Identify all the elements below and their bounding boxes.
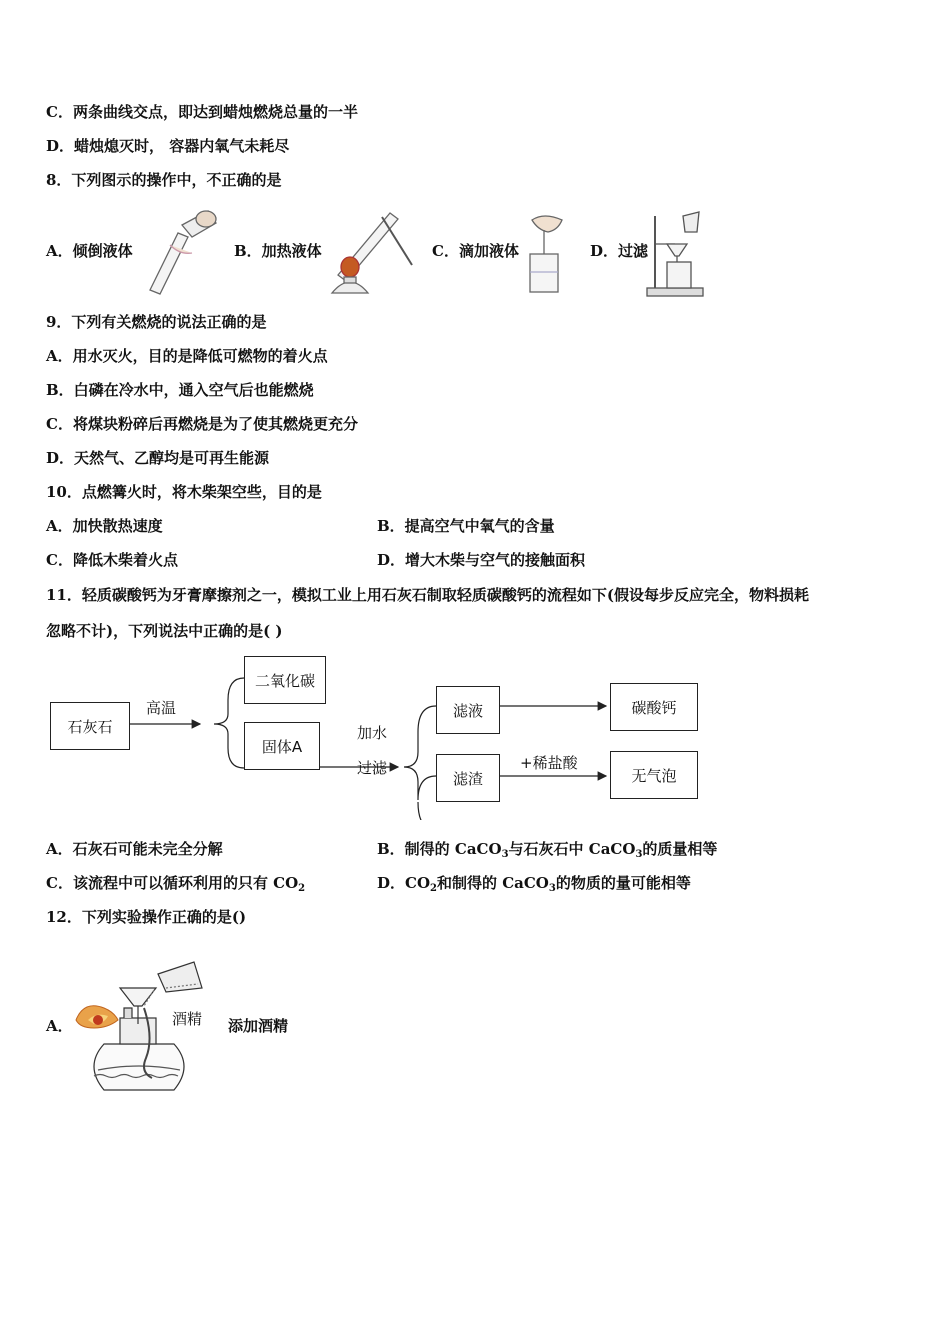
q9-stem: 9．下列有关燃烧的说法正确的是 (46, 313, 267, 331)
q10-option-b: B．提高空气中氧气的含量 (377, 517, 555, 535)
flow-label-high-temp: 高温 (146, 699, 177, 717)
q8-option-c: C．滴加液体 (432, 242, 519, 260)
q9-option-c: C．将煤块粉碎后再燃烧是为了使其燃烧更充分 (46, 415, 358, 433)
flow-box-co2: 二氧化碳 (244, 656, 326, 704)
q9-option-a: A．用水灭火，目的是降低可燃物的着火点 (46, 347, 328, 365)
flame-icon (76, 1006, 118, 1028)
flow-box-limestone: 石灰石 (50, 702, 130, 750)
q10-option-d: D．增大木柴与空气的接触面积 (377, 551, 586, 569)
q12-option-a-label: A． (46, 1017, 73, 1035)
q9-option-d: D．天然气、乙醇均是可再生能源 (46, 449, 270, 467)
q8-stem: 8．下列图示的操作中，不正确的是 (46, 171, 282, 189)
q9-option-b: B．白磷在冷水中，通入空气后也能燃烧 (46, 381, 314, 399)
q11-stem-line1: 11．轻质碳酸钙为牙膏摩擦剂之一，模拟工业上用石灰石制取轻质碳酸钙的流程如下(假设每步反应完全，物料损耗 (46, 586, 809, 604)
q8-option-b: B．加热液体 (234, 242, 322, 260)
q12-stem: 12．下列实验操作正确的是() (46, 908, 247, 926)
flow-box-residue: 滤渣 (436, 754, 500, 802)
flow-box-no-bubble: 无气泡 (610, 751, 698, 799)
q7-option-c: C．两条曲线交点，即达到蜡烛燃烧总量的一半 (46, 103, 358, 121)
flow-label-add-hcl: +稀盐酸 (520, 754, 578, 772)
pouring-liquid-figure (140, 205, 220, 295)
flow-box-filtrate: 滤液 (436, 686, 500, 734)
flow-box-solid-a: 固体A (244, 722, 320, 770)
dropping-liquid-figure (522, 212, 572, 296)
flow-label-add-water: 加水 (357, 724, 388, 742)
q12-figure-label: 酒精 (172, 1010, 203, 1028)
q8-option-a: A．倾倒液体 (46, 242, 133, 260)
q7-option-d: D．蜡烛熄灭时， 容器内氧气未耗尽 (46, 137, 290, 155)
q11-option-b: B．制得的 CaCO$_3$与石灰石中 CaCO$_3$的质量相等 (377, 840, 718, 860)
q11-option-c: C．该流程中可以循环利用的只有 $CO_2$ (46, 874, 306, 894)
flow-label-filter: 过滤 (357, 759, 388, 777)
filtration-figure (645, 210, 705, 298)
q11-option-a: A．石灰石可能未完全分解 (46, 840, 223, 858)
flow-box-caco3: 碳酸钙 (610, 683, 698, 731)
q10-stem: 10．点燃篝火时，将木柴架空些，目的是 (46, 483, 322, 501)
q11-option-d: D．$CO_2$和制得的 CaCO$_3$的物质的量可能相等 (377, 874, 691, 894)
heating-liquid-figure (328, 205, 418, 297)
q11-stem-line2: 忽略不计)，下列说法中正确的是( ) (46, 622, 283, 640)
q10-option-c: C．降低木柴着火点 (46, 551, 178, 569)
q8-option-d: D．过滤 (590, 242, 649, 260)
q10-option-a: A．加快散热速度 (46, 517, 163, 535)
q12-option-a-text: 添加酒精 (228, 1017, 289, 1035)
